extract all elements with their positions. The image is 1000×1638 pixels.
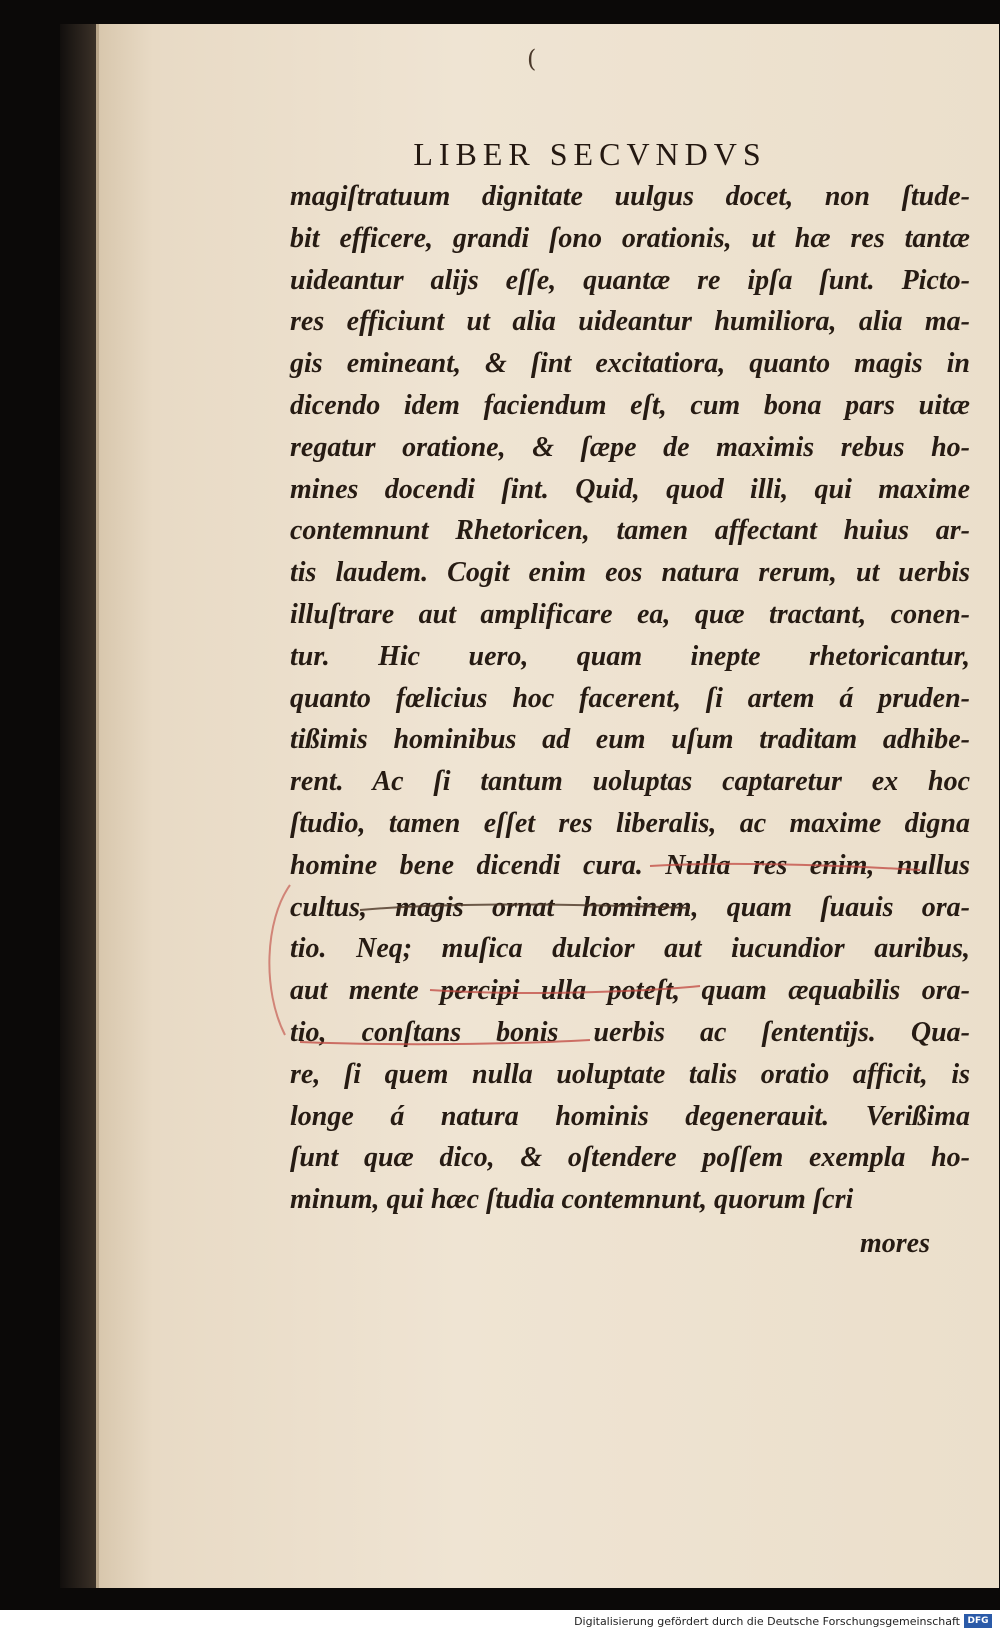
text-line: cultus, magis ornat hominem, quam ſuauis ora- xyxy=(290,891,970,923)
text-line: ſunt quæ dico, & oſtendere poſſem exempla ho- xyxy=(290,1142,970,1174)
text-line: minum, qui hæc ſtudia contemnunt, quorum ſcri xyxy=(290,1184,854,1216)
text-line: mines docendi ſint. Quid, quod illi, qui maxime xyxy=(290,473,970,505)
text-line: tio. Neq; muſica dulcior aut iucundior auribus, xyxy=(290,933,970,965)
text-line: rent. Ac ſi tantum uoluptas captaretur ex hoc xyxy=(290,766,970,798)
dfg-logo: DFG xyxy=(964,1614,992,1628)
text-line: res efficiunt ut alia uideantur humiliora, alia ma- xyxy=(290,306,970,338)
text-line: regatur oratione, & ſæpe de maximis rebus ho- xyxy=(290,431,970,463)
page-mark: ( xyxy=(527,45,537,73)
text-line: quanto fœlicius hoc facerent, ſi artem á pruden- xyxy=(290,682,970,714)
text-line: tißimis hominibus ad eum uſum traditam adhibe- xyxy=(290,724,970,756)
text-line: dicendo idem faciendum eſt, cum bona pars uitæ xyxy=(290,389,970,421)
text-line: illuſtrare aut amplificare ea, quæ tractant, conen- xyxy=(290,598,970,630)
text-line: contemnunt Rhetoricen, tamen affectant huius ar- xyxy=(290,515,970,547)
text-line: longe á natura hominis degenerauit. Verißima xyxy=(290,1100,970,1132)
text-line: magiſtratuum dignitate uulgus docet, non ſtude- xyxy=(290,181,970,212)
text-line: ſtudio, tamen eſſet res liberalis, ac maxime digna xyxy=(290,807,970,839)
text-line: bit efficere, grandi ſono orationis, ut hæ res tantæ xyxy=(290,222,970,254)
text-line: homine bene dicendi cura. Nulla res enim, nullus xyxy=(290,849,970,881)
binding-shadow xyxy=(60,24,96,1588)
text-line: re, ſi quem nulla uoluptate talis oratio afficit, is xyxy=(290,1058,970,1090)
text-line: aut mente percipi ulla poteſt, quam æquabilis ora- xyxy=(290,975,970,1007)
text-line: tio, conſtans bonis uerbis ac ſententijs. Qua- xyxy=(290,1016,970,1048)
text-line: tur. Hic uero, quam inepte rhetoricantur, xyxy=(290,640,970,672)
catchword: mores xyxy=(860,1228,930,1259)
footer-credit: Digitalisierung gefördert durch die Deutsche Forschungsgemeinschaft xyxy=(574,1615,960,1628)
text-block xyxy=(290,176,970,1221)
text-line: tis laudem. Cogit enim eos natura rerum, ut uerbis xyxy=(290,557,970,589)
text-line: gis emineant, & ſint excitatiora, quanto magis in xyxy=(290,348,970,380)
footer-bar xyxy=(0,1610,1000,1638)
text-line: uideantur alijs eſſe, quantæ re ipſa ſunt. Picto- xyxy=(290,264,970,296)
running-head: LIBER SECVNDVS xyxy=(413,136,767,172)
